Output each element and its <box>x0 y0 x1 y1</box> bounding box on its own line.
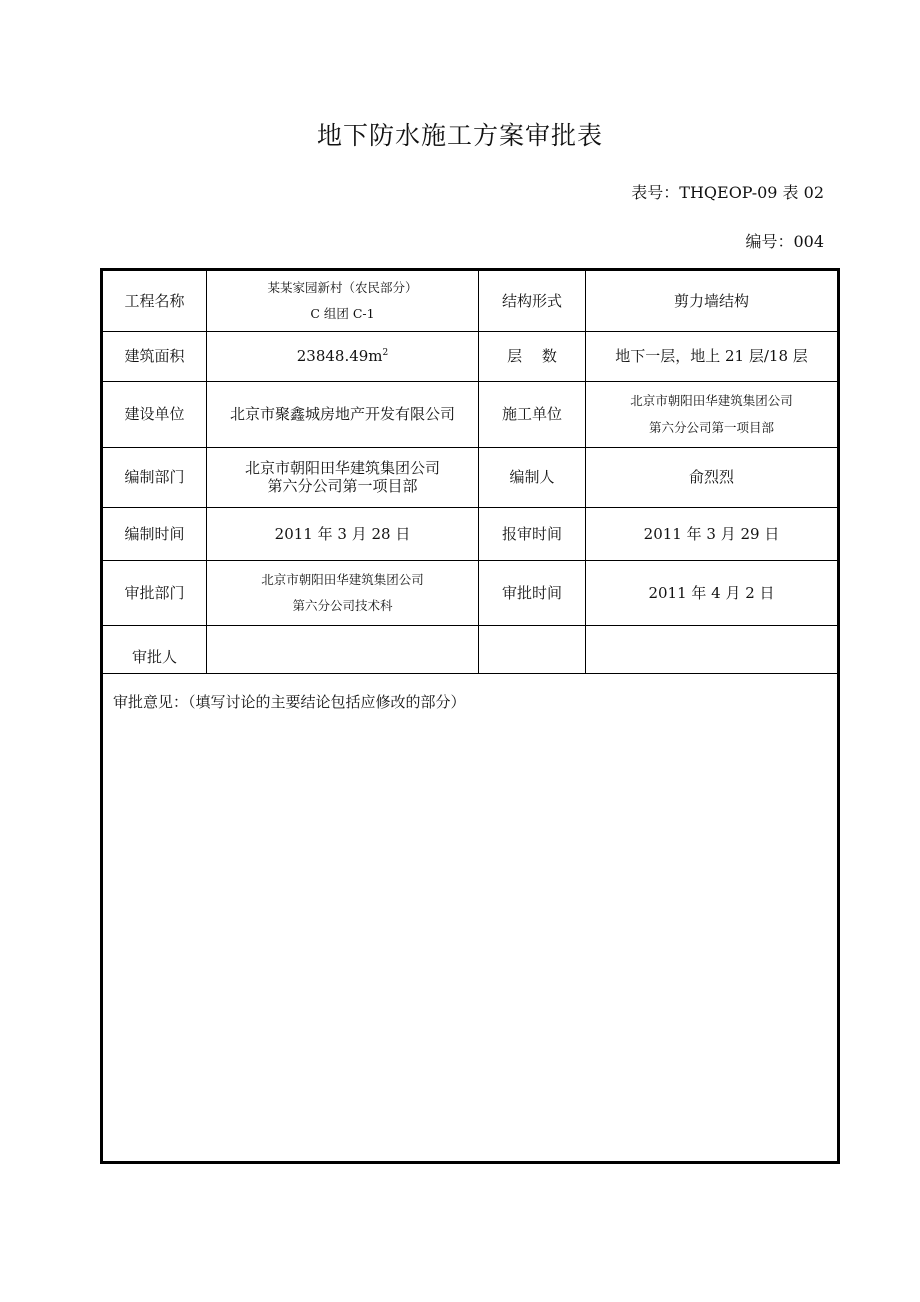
document-title: 地下防水施工方案审批表 <box>316 121 603 150</box>
serial-number: 编号：004 <box>745 232 824 251</box>
table-row <box>102 382 839 448</box>
building-area-label: 建筑面积 <box>102 332 207 382</box>
contractor-value <box>586 382 839 448</box>
approval-dept-label: 审批部门 <box>102 561 207 626</box>
developer-value: 北京市聚鑫城房地产开发有限公司 <box>207 382 479 448</box>
prepared-time-label: 编制时间 <box>102 508 207 561</box>
approval-dept-line1: 北京市朝阳田华建筑集团公司 <box>261 571 424 587</box>
developer-label: 建设单位 <box>102 382 207 448</box>
area-unit-superscript: 2 <box>382 348 389 359</box>
approval-time-value: 2011 年 4 月 2 日 <box>586 561 839 626</box>
approval-opinion-label: 审批意见：（填写讨论的主要结论包括应修改的部分） <box>113 693 466 711</box>
contractor-line1: 北京市朝阳田华建筑集团公司 <box>630 393 793 409</box>
prepared-dept-label: 编制部门 <box>102 448 207 508</box>
approver-extra-value <box>586 626 839 674</box>
table-row <box>102 270 839 332</box>
table-row <box>102 448 839 508</box>
approval-time-label: 审批时间 <box>479 561 586 626</box>
prepared-time-value: 2011 年 3 月 28 日 <box>207 508 479 561</box>
structure-type-label: 结构形式 <box>479 270 586 332</box>
structure-type-value: 剪力墙结构 <box>586 270 839 332</box>
approver-label: 审批人 <box>102 626 207 674</box>
project-name-line2: C 组团 C-1 <box>310 306 375 321</box>
preparer-value: 俞烈烈 <box>586 448 839 508</box>
contractor-line2: 第六分公司第一项目部 <box>648 419 774 435</box>
approval-opinion-area <box>102 674 839 1163</box>
preparer-label: 编制人 <box>479 448 586 508</box>
submit-time-value: 2011 年 3 月 29 日 <box>586 508 839 561</box>
prepared-dept-line1: 北京市朝阳田华建筑集团公司 <box>244 459 440 478</box>
prepared-dept-line2: 第六分公司第一项目部 <box>267 476 418 495</box>
project-name-line1: 某某家园新村（农民部分） <box>267 279 418 295</box>
table-row <box>102 674 839 1163</box>
approval-form-table <box>100 268 840 1164</box>
submit-time-label: 报审时间 <box>479 508 586 561</box>
contractor-label: 施工单位 <box>479 382 586 448</box>
approval-dept-line2: 第六分公司技术科 <box>292 598 393 613</box>
approver-extra-label <box>479 626 586 674</box>
floors-value: 地下一层，地上 21 层/18 层 <box>586 332 839 382</box>
table-row <box>102 332 839 382</box>
floors-label: 层 数 <box>479 332 586 382</box>
building-area-number: 23848.49m <box>296 347 383 366</box>
table-row <box>102 561 839 626</box>
building-area-value <box>207 332 479 382</box>
approval-dept-value <box>207 561 479 626</box>
project-name-label: 工程名称 <box>102 270 207 332</box>
table-row <box>102 626 839 674</box>
prepared-dept-value <box>207 448 479 508</box>
project-name-value <box>207 270 479 332</box>
table-row <box>102 508 839 561</box>
form-number: 表号：THQEOP-09 表 02 <box>631 183 824 202</box>
approver-value <box>207 626 479 674</box>
